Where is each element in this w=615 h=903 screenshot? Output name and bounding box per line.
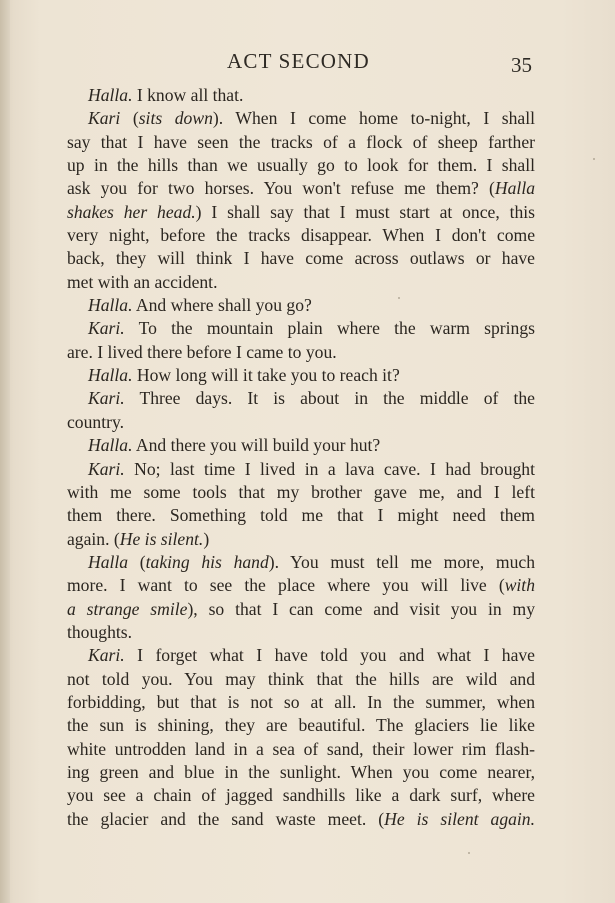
text-line xyxy=(67,598,535,621)
italic-text-segment: taking his hand xyxy=(145,551,269,572)
italic-text-segment: Halla xyxy=(88,551,129,572)
text-segment: To the mountain plain where the warm springs xyxy=(124,318,535,339)
italic-text-segment: Halla. xyxy=(88,435,133,456)
text-segment: them there. Something told me that I might need them xyxy=(67,505,535,526)
paper-speck xyxy=(468,852,470,854)
text-line xyxy=(67,504,535,527)
italic-text-segment: Halla. xyxy=(88,365,133,386)
text-segment: I forget what I have told you and what I have xyxy=(124,645,535,666)
page-number: 35 xyxy=(511,53,532,77)
text-segment: ) xyxy=(203,528,210,549)
text-segment: met with an accident. xyxy=(67,271,218,292)
text-line xyxy=(67,131,535,154)
text-segment: I know all that. xyxy=(132,85,244,105)
italic-text-segment: Kari. xyxy=(88,645,125,666)
text-segment: very night, before the tracks disappear. When I don't come xyxy=(67,225,535,246)
text-segment: ). When I come home to-night, I shall xyxy=(212,108,535,129)
text-line xyxy=(67,364,535,387)
text-line xyxy=(67,271,535,294)
text-line xyxy=(67,84,535,107)
text-segment: ). You must tell me more, much xyxy=(268,551,535,572)
text-segment: ( xyxy=(120,108,139,129)
italic-text-segment: Halla xyxy=(494,178,535,199)
text-segment: ( xyxy=(128,551,146,572)
text-line xyxy=(67,154,535,177)
text-line xyxy=(67,668,535,691)
text-line xyxy=(67,808,535,831)
text-segment: more. I want to see the place where you will live ( xyxy=(67,575,505,596)
text-line xyxy=(67,528,535,551)
italic-text-segment: Kari. xyxy=(88,388,125,409)
text-line xyxy=(67,481,535,504)
running-header xyxy=(0,49,615,79)
text-segment: country. xyxy=(67,411,124,432)
text-line xyxy=(67,738,535,761)
italic-text-segment: He is silent. xyxy=(119,528,204,549)
text-segment: ), so that I can come and visit you in my xyxy=(187,598,535,619)
play-text-body xyxy=(67,84,535,831)
paper-speck xyxy=(398,297,400,299)
text-segment: not told you. You may think that the hills are wild and xyxy=(67,668,535,689)
italic-text-segment: Halla. xyxy=(88,295,133,316)
text-line xyxy=(67,247,535,270)
italic-text-segment: with xyxy=(504,575,535,596)
text-segment: forbidding, but that is not so at all. In the summer, when xyxy=(67,691,535,712)
text-segment: with me some tools that my brother gave me, and I left xyxy=(67,481,535,502)
text-line xyxy=(67,434,535,457)
text-segment: No; last time I lived in a lava cave. I had brought xyxy=(124,458,535,479)
text-line xyxy=(67,387,535,410)
text-line xyxy=(67,294,535,317)
italic-text-segment: He is silent again. xyxy=(384,808,535,829)
text-line xyxy=(67,621,535,644)
text-line xyxy=(67,644,535,667)
text-line xyxy=(67,784,535,807)
text-segment: say that I have seen the tracks of a flock of sheep farther xyxy=(67,131,535,152)
text-line xyxy=(67,458,535,481)
italic-text-segment: shakes her head. xyxy=(67,201,196,222)
text-segment: the sun is shining, they are beautiful. The glaciers lie like xyxy=(67,715,535,736)
text-line xyxy=(67,107,535,130)
text-segment: thoughts. xyxy=(67,621,133,642)
text-segment: How long will it take you to reach it? xyxy=(132,365,400,386)
text-segment: ing green and blue in the sunlight. When you come nearer, xyxy=(67,761,535,782)
italic-text-segment: Kari. xyxy=(88,318,125,339)
text-segment: And where shall you go? xyxy=(132,295,312,316)
text-line xyxy=(67,341,535,364)
text-segment: white untrodden land in a sea of sand, their lower rim flash- xyxy=(67,738,535,759)
text-line xyxy=(67,691,535,714)
text-line xyxy=(67,224,535,247)
text-segment: again. ( xyxy=(67,528,120,549)
italic-text-segment: Kari. xyxy=(88,458,125,479)
text-line xyxy=(67,201,535,224)
text-line xyxy=(67,574,535,597)
page-gutter-shadow xyxy=(0,0,10,903)
text-segment: back, they will think I have come across outlaws or have xyxy=(67,248,535,269)
italic-text-segment: Halla. xyxy=(88,85,133,105)
text-segment: Three days. It is about in the middle of the xyxy=(124,388,535,409)
text-line xyxy=(67,177,535,200)
text-line xyxy=(67,411,535,434)
italic-text-segment: sits down xyxy=(138,108,213,129)
italic-text-segment: Kari xyxy=(88,108,121,129)
text-segment: are. I lived there before I came to you. xyxy=(67,341,337,362)
text-segment: And there you will build your hut? xyxy=(132,435,381,456)
text-segment: ask you for two horses. You won't refuse me them? ( xyxy=(67,178,495,199)
text-segment: the glacier and the sand waste meet. ( xyxy=(67,808,385,829)
text-segment: you see a chain of jagged sandhills like a dark surf, where xyxy=(67,785,535,806)
text-segment: ) I shall say that I must start at once, this xyxy=(195,201,535,222)
paper-speck xyxy=(593,158,595,160)
text-line xyxy=(67,317,535,340)
text-line xyxy=(67,551,535,574)
running-title: ACT SECOND xyxy=(227,49,370,73)
text-line xyxy=(67,761,535,784)
text-line xyxy=(67,714,535,737)
text-segment: up in the hills than we usually go to look for them. I shall xyxy=(67,155,535,176)
italic-text-segment: a strange smile xyxy=(67,598,188,619)
